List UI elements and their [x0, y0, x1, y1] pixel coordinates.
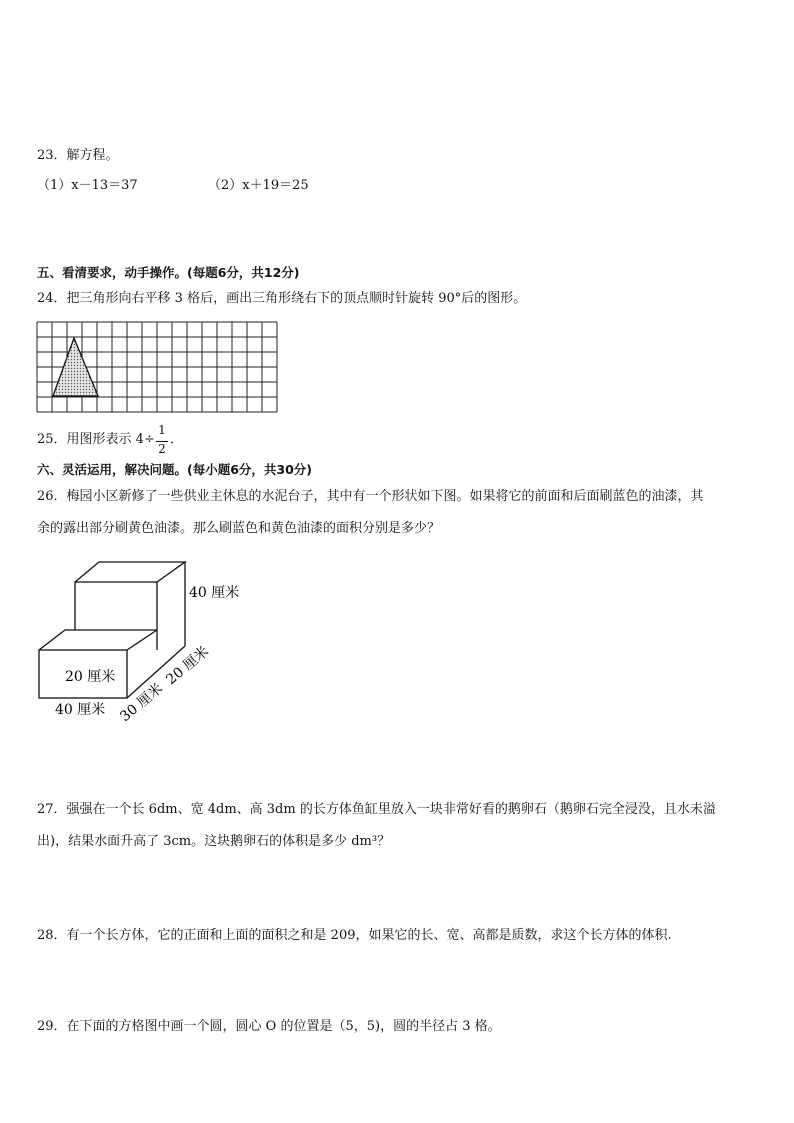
section-5-title: 五、看清要求，动手操作。(每题6分，共12分)	[37, 265, 300, 280]
label-step-height: 20 厘米	[65, 669, 116, 685]
q27-line-1: 27．强强在一个长 6dm、宽 4dm、高 3dm 的长方体鱼缸里放入一块非常好看的鹅卵石（鹅卵石完全浸没，且水未溢	[37, 802, 716, 817]
label-depth-30: 30 厘米	[117, 680, 167, 726]
q26-line-2: 余的露出部分刷黄色油漆。那么刷蓝色和黄色油漆的面积分别是多少？	[37, 521, 441, 536]
q23-equation-2: （2）x＋19＝25	[208, 178, 309, 193]
section-6-title: 六、灵活运用，解决问题。(每小题6分，共30分)	[37, 462, 313, 477]
label-top-height: 40 厘米	[189, 585, 240, 601]
q26-line-1: 26．梅园小区新修了一些供业主休息的水泥台子，其中有一个形状如下图。如果将它的前面和后面刷蓝色的油漆，其	[37, 489, 704, 504]
q24-stem: 24．把三角形向右平移 3 格后，画出三角形绕右下的顶点顺时针旋转 90°后的图形。	[37, 291, 527, 306]
q23-equation-1: （1）x－13＝37	[37, 178, 138, 193]
label-front-width: 40 厘米	[55, 702, 106, 718]
q25-stem-suffix: ．	[170, 432, 184, 447]
q26-platform-figure	[37, 560, 247, 730]
q29-line-1: 29．在下面的方格图中画一个圆，圆心 O 的位置是（5，5)，圆的半径占 3 格。	[37, 1019, 501, 1034]
fraction-denominator: 2	[158, 442, 166, 456]
q23-stem: 23．解方程。	[37, 148, 119, 163]
q24-grid-figure	[37, 322, 280, 412]
q25-stem-prefix: 25．用图形表示 4÷	[37, 432, 155, 447]
q28-line-1: 28．有一个长方体，它的正面和上面的面积之和是 209，如果它的长、宽、高都是质数，求这个长方体的体积.	[37, 928, 672, 943]
fraction-numerator: 1	[158, 423, 166, 437]
label-depth-20: 20 厘米	[163, 643, 213, 689]
q27-line-2: 出)，结果水面升高了 3cm。这块鹅卵石的体积是多少 dm³？	[37, 834, 391, 849]
